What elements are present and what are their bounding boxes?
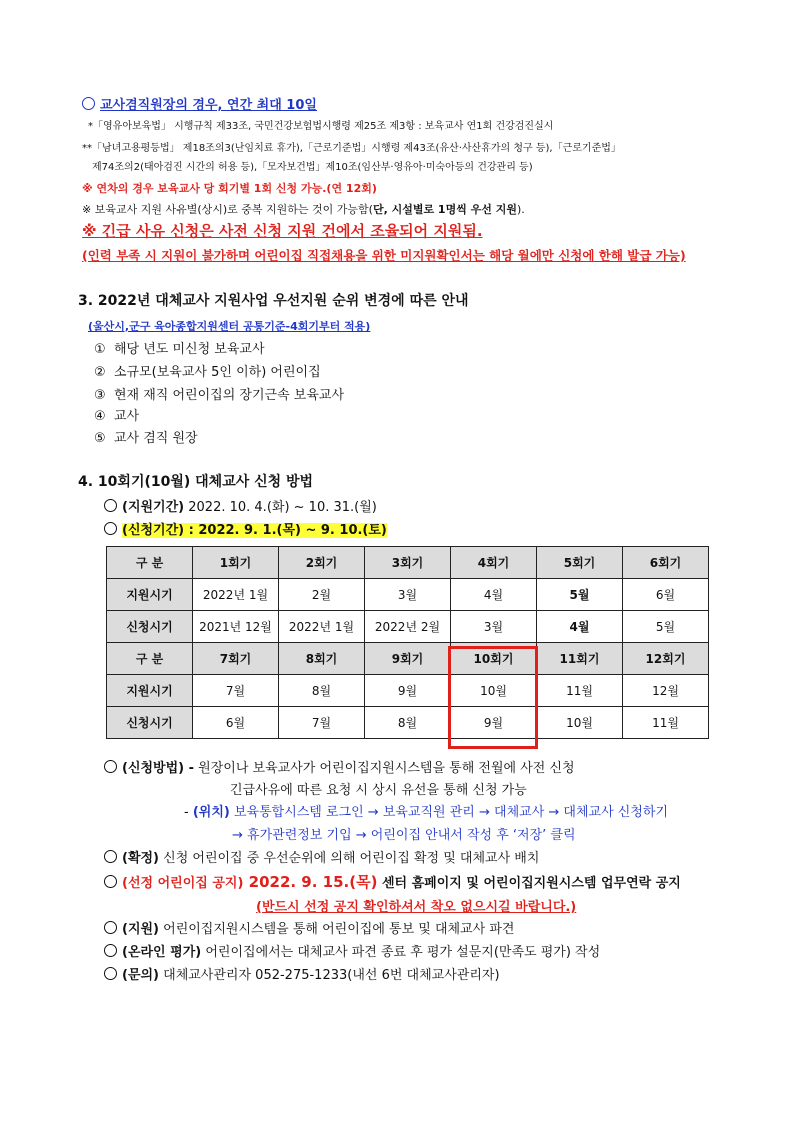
note-annual-leave: ※ 연차의 경우 보육교사 당 회기별 1회 신청 가능.(연 12회) bbox=[82, 182, 377, 195]
table-cell: 11월 bbox=[623, 707, 709, 739]
table-cell: 7월 bbox=[193, 675, 279, 707]
priority-item-2: ② 소규모(보육교사 5인 이하) 어린이집 bbox=[94, 365, 321, 380]
circle-bullet-icon bbox=[82, 97, 95, 110]
circle-bullet-icon bbox=[104, 522, 117, 535]
apply-period: (신청기간) : 2022. 9. 1.(목) ~ 9. 10.(토) bbox=[104, 519, 387, 538]
support-period: (지원기간) 2022. 10. 4.(화) ~ 10. 31.(월) bbox=[104, 496, 377, 515]
table-cell: 2회기 bbox=[279, 547, 365, 579]
table-cell: 5회기 bbox=[537, 547, 623, 579]
circle-bullet-icon bbox=[104, 499, 117, 512]
table-cell: 4회기 bbox=[451, 547, 537, 579]
table-row bbox=[107, 707, 709, 739]
apply-location: - (위치) 보육통합시스템 로그인 → 보육교직원 관리 → 대체교사 → 대체교사 신청하기 bbox=[184, 805, 669, 820]
table-cell: 2022년 1월 bbox=[279, 611, 365, 643]
table-cell: 신청시기 bbox=[107, 707, 193, 739]
note-health-check: *「영유아보육법」 시행규칙 제33조, 국민건강보험법시행령 제25조 제3항 : 보육교사 연1회 건강검진실시 bbox=[88, 121, 554, 132]
table-cell: 9회기 bbox=[365, 643, 451, 675]
circle-bullet-icon bbox=[104, 967, 117, 980]
table-cell: 구 분 bbox=[107, 547, 193, 579]
table-row bbox=[107, 579, 709, 611]
highlight-box-10th-session bbox=[448, 646, 538, 749]
table-cell: 5월 bbox=[537, 579, 623, 611]
table-cell: 3월 bbox=[451, 611, 537, 643]
circle-bullet-icon bbox=[104, 760, 117, 773]
note-leave-laws-2: 제74조의2(태아검진 시간의 허용 등),「모자보건법」제10조(임산부·영유아·미숙아등의 건강관리 등) bbox=[92, 162, 533, 173]
table-cell: 4월 bbox=[537, 611, 623, 643]
table-cell: 2022년 2월 bbox=[365, 611, 451, 643]
table-cell: 8월 bbox=[365, 707, 451, 739]
note-duplicate-support: ※ 보육교사 지원 사유별(상시)로 중복 지원하는 것이 가능함(단, 시설별로 1명씩 우선 지원). bbox=[82, 203, 525, 216]
table-cell: 6회기 bbox=[623, 547, 709, 579]
online-evaluation-step: (온라인 평가) 어린이집에서는 대체교사 파견 종료 후 평가 설문지(만족도 평가) 작성 bbox=[104, 941, 600, 960]
circle-bullet-icon bbox=[104, 921, 117, 934]
table-cell: 12회기 bbox=[623, 643, 709, 675]
circle-bullet-icon bbox=[104, 944, 117, 957]
table-cell: 7월 bbox=[279, 707, 365, 739]
table-cell: 3월 bbox=[365, 579, 451, 611]
table-cell: 12월 bbox=[623, 675, 709, 707]
section4-title: 4. 10회기(10월) 대체교사 신청 방법 bbox=[78, 474, 314, 490]
table-cell: 10월 bbox=[537, 707, 623, 739]
table-cell: 7회기 bbox=[193, 643, 279, 675]
table-row bbox=[107, 547, 709, 579]
priority-item-4: ④ 교사 bbox=[94, 409, 140, 424]
table-cell: 8회기 bbox=[279, 643, 365, 675]
table-cell: 10회기 bbox=[451, 643, 537, 675]
apply-method-emergency: 긴급사유에 따른 요청 시 상시 유선을 통해 신청 가능 bbox=[230, 783, 527, 798]
note-staff-shortage: (인력 부족 시 지원이 불가하며 어린이집 직접채용을 위한 미지원확인서는 해당 월에만 신청에 한해 발급 가능) bbox=[82, 248, 686, 263]
confirm-step: (확정) 신청 어린이집 중 우선순위에 의해 어린이집 확정 및 대체교사 배치 bbox=[104, 847, 539, 866]
table-cell: 5월 bbox=[623, 611, 709, 643]
table-row bbox=[107, 675, 709, 707]
table-cell: 지원시기 bbox=[107, 675, 193, 707]
priority-item-3: ③ 현재 재직 어린이집의 장기근속 보육교사 bbox=[94, 388, 345, 403]
section3-title: 3. 2022년 대체교사 지원사업 우선지원 순위 변경에 따른 안내 bbox=[78, 293, 469, 309]
table-cell: 8월 bbox=[279, 675, 365, 707]
table-cell: 1회기 bbox=[193, 547, 279, 579]
intro-heading: 교사겸직원장의 경우, 연간 최대 10일 bbox=[82, 94, 317, 113]
table-cell: 2월 bbox=[279, 579, 365, 611]
table-cell: 지원시기 bbox=[107, 579, 193, 611]
apply-method: (신청방법) - 원장이나 보육교사가 어린이집지원시스템을 통해 전월에 사전 신청 bbox=[104, 757, 575, 776]
note-leave-laws-1: **「남녀고용평등법」 제18조의3(난임치료 휴가),「근로기준법」시행령 제43조(유산·사산휴가의 청구 등),「근로기준법」 bbox=[82, 143, 621, 154]
table-cell: 3회기 bbox=[365, 547, 451, 579]
table-cell: 4월 bbox=[451, 579, 537, 611]
table-cell: 9월 bbox=[451, 707, 537, 739]
table-row bbox=[107, 643, 709, 675]
section3-subtitle: (울산시,군구 육아종합지원센터 공통기준-4회기부터 적용) bbox=[88, 320, 371, 333]
circle-bullet-icon bbox=[104, 875, 117, 888]
table-cell: 6월 bbox=[193, 707, 279, 739]
table-cell: 2021년 12월 bbox=[193, 611, 279, 643]
table-row bbox=[107, 611, 709, 643]
table-cell: 9월 bbox=[365, 675, 451, 707]
apply-location-steps: → 휴가관련정보 기입 → 어린이집 안내서 작성 후 ‘저장’ 클릭 bbox=[232, 828, 576, 843]
table-cell: 10월 bbox=[451, 675, 537, 707]
table-cell: 구 분 bbox=[107, 643, 193, 675]
table-cell: 2022년 1월 bbox=[193, 579, 279, 611]
table-cell: 신청시기 bbox=[107, 611, 193, 643]
priority-item-1: ① 해당 년도 미신청 보육교사 bbox=[94, 342, 265, 357]
table-cell: 11월 bbox=[537, 675, 623, 707]
schedule-table bbox=[106, 546, 709, 739]
selection-notice: (선정 어린이집 공지) 2022. 9. 15.(목) 센터 홈페이지 및 어린이집지원시스템 업무연락 공지 bbox=[104, 871, 681, 892]
inquiry-step: (문의) 대체교사관리자 052-275-1233(내선 6번 대체교사관리자) bbox=[104, 964, 500, 983]
note-emergency: ※ 긴급 사유 신청은 사전 신청 지원 건에서 조율되어 지원됨. bbox=[82, 222, 483, 240]
support-step: (지원) 어린이집지원시스템을 통해 어린이집에 통보 및 대체교사 파견 bbox=[104, 918, 514, 937]
selection-notice-warning: (반드시 선정 공지 확인하셔서 착오 없으시길 바랍니다.) bbox=[256, 900, 577, 915]
circle-bullet-icon bbox=[104, 850, 117, 863]
table-cell: 11회기 bbox=[537, 643, 623, 675]
table-cell: 6월 bbox=[623, 579, 709, 611]
priority-item-5: ⑤ 교사 겸직 원장 bbox=[94, 431, 198, 446]
